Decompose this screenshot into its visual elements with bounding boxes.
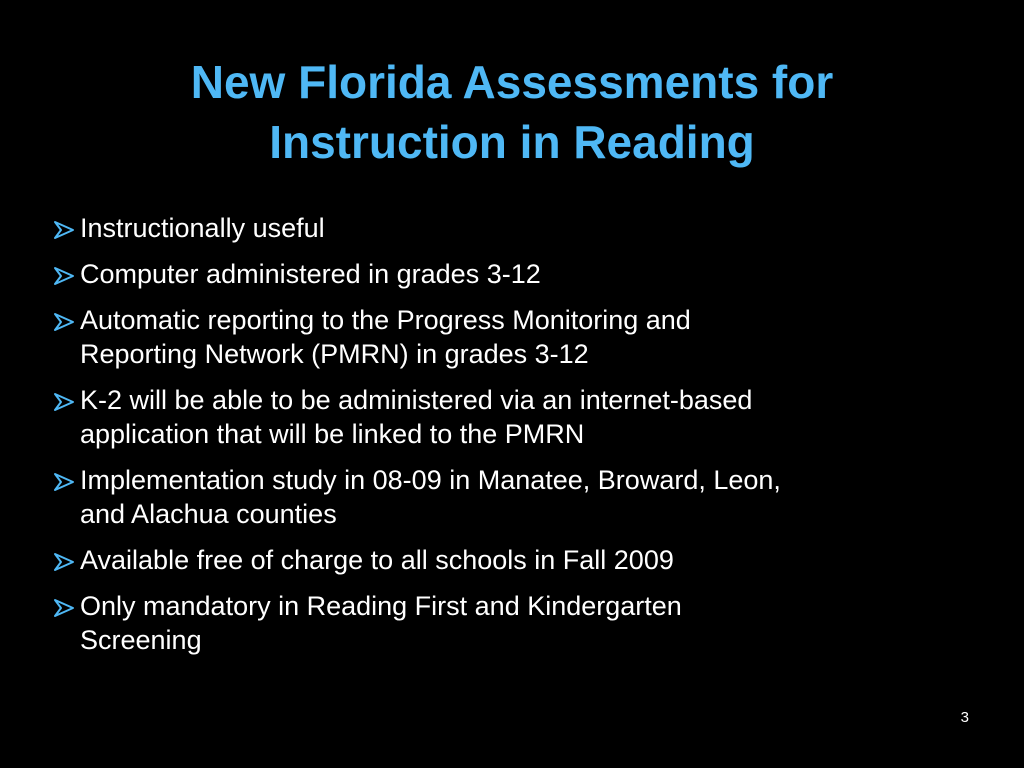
slide-title-line: Instruction in Reading bbox=[269, 116, 755, 168]
bullet-item bbox=[53, 303, 993, 371]
bullet-text: and Alachua counties bbox=[80, 499, 337, 529]
arrow-bullet-icon bbox=[53, 598, 75, 618]
arrow-bullet-icon bbox=[53, 220, 75, 240]
bullet-item bbox=[53, 383, 993, 451]
bullet-item bbox=[53, 211, 993, 245]
arrow-bullet-icon bbox=[53, 552, 75, 572]
bullet-text: Only mandatory in Reading First and Kindergarten bbox=[80, 591, 682, 621]
bullet-item bbox=[53, 463, 993, 531]
bullet-text: Reporting Network (PMRN) in grades 3-12 bbox=[80, 339, 589, 369]
bullet-text: Implementation study in 08-09 in Manatee, Broward, Leon, bbox=[80, 465, 781, 495]
arrow-bullet-icon bbox=[53, 472, 75, 492]
slide-title-line: New Florida Assessments for bbox=[190, 56, 834, 108]
slide-title bbox=[40, 52, 984, 172]
bullet-text: Computer administered in grades 3-12 bbox=[80, 259, 541, 289]
arrow-bullet-icon bbox=[53, 392, 75, 412]
arrow-bullet-icon bbox=[53, 312, 75, 332]
bullet-text: K-2 will be able to be administered via an internet-based bbox=[80, 385, 753, 415]
page-number: 3 bbox=[960, 709, 969, 726]
bullet-list bbox=[53, 211, 993, 669]
bullet-text: Available free of charge to all schools in Fall 2009 bbox=[80, 545, 674, 575]
bullet-text: Screening bbox=[80, 625, 202, 655]
bullet-item bbox=[53, 257, 993, 291]
bullet-text: application that will be linked to the PMRN bbox=[80, 419, 585, 449]
bullet-item bbox=[53, 589, 993, 657]
arrow-bullet-icon bbox=[53, 266, 75, 286]
bullet-text: Automatic reporting to the Progress Monitoring and bbox=[80, 305, 691, 335]
bullet-text: Instructionally useful bbox=[80, 213, 325, 243]
bullet-item bbox=[53, 543, 993, 577]
